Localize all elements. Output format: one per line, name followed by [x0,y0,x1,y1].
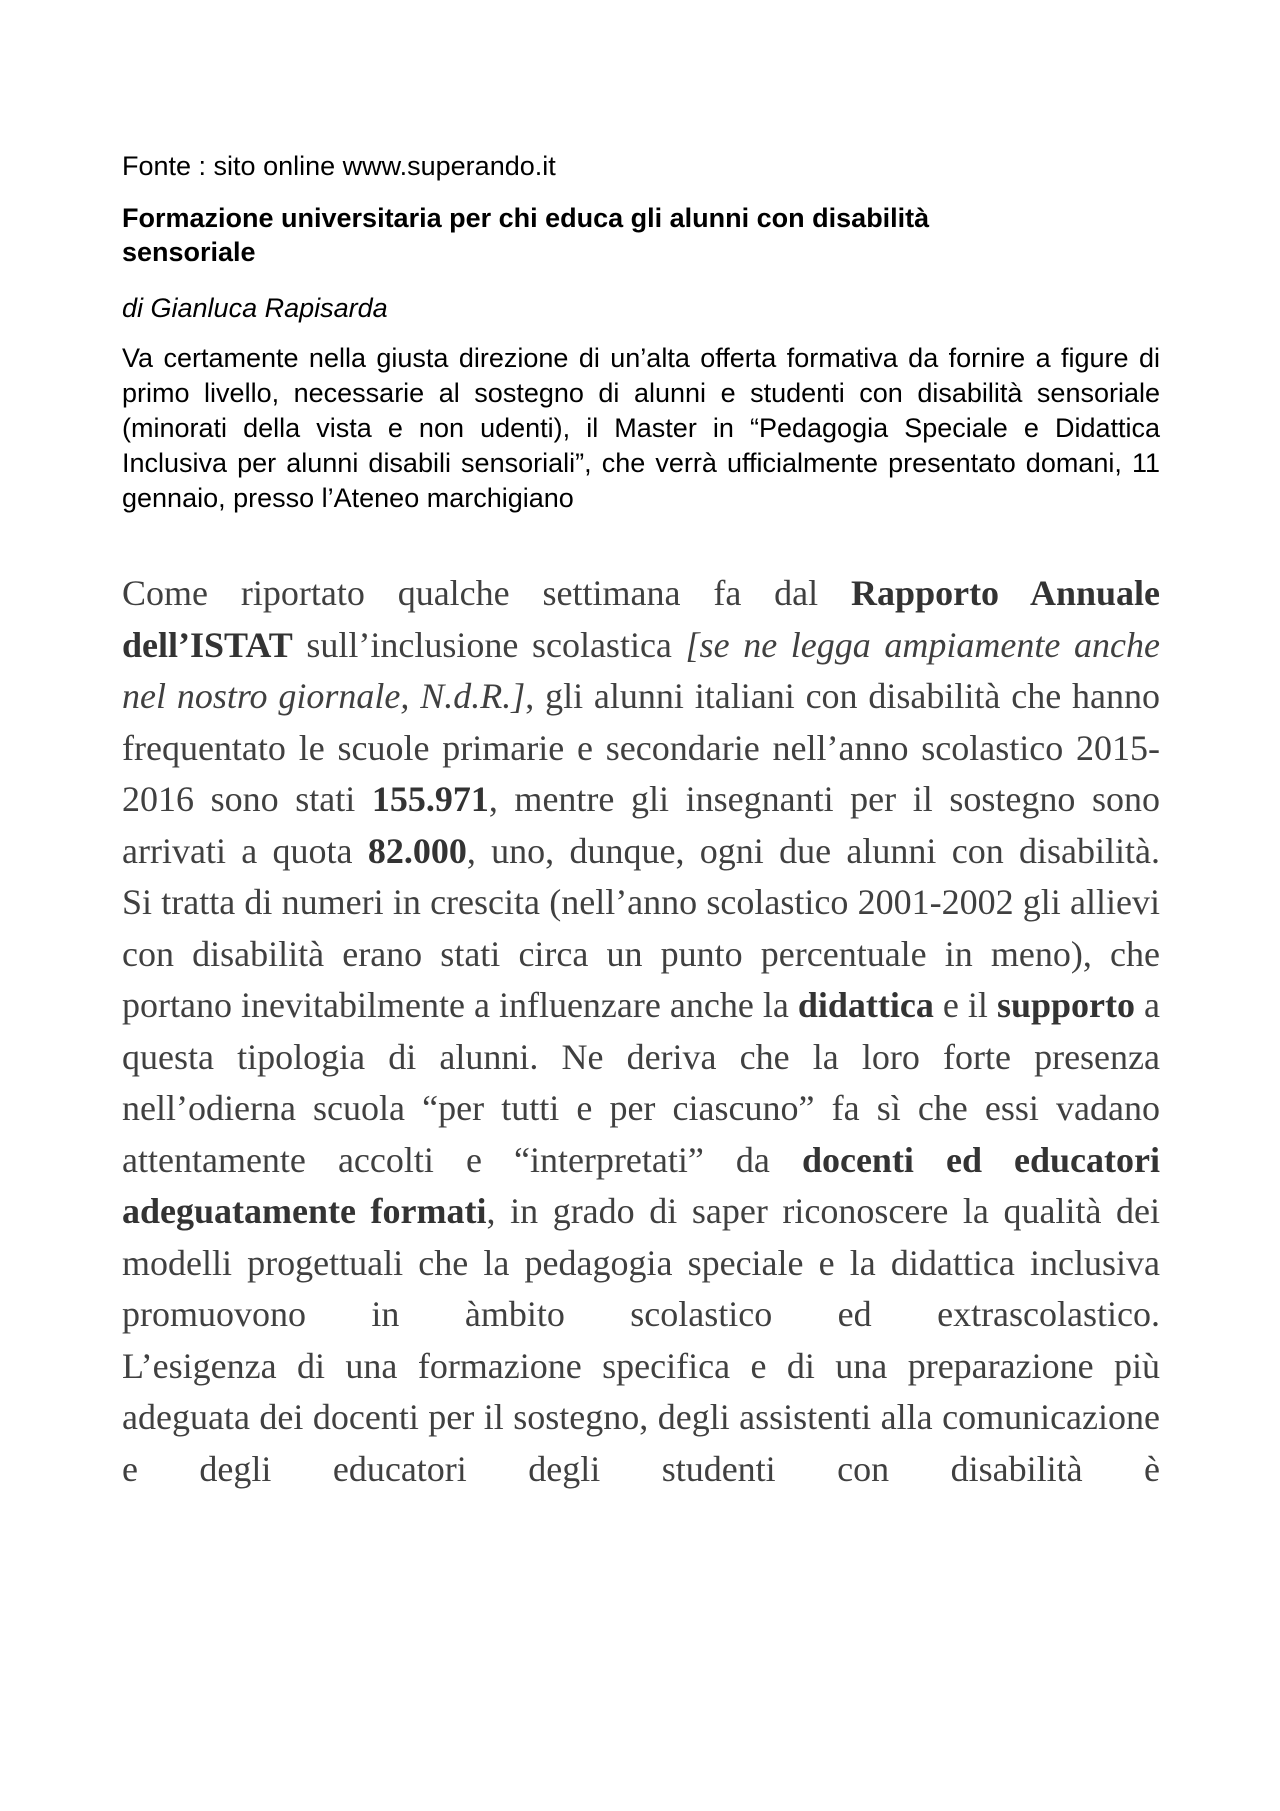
text-span: , uno, dunque, ogni due alunni con disabilità. [466,830,1160,871]
bold-span: Rapporto Annuale dell’ISTAT [122,573,1160,665]
text-span: , gli alunni italiani con disabilità che hanno frequentato le scuole primarie e secondarie nell’anno scolastico 2015-2016 sono stati [122,676,1161,819]
article-lead: Va certamente nella giusta direzione di un’alta offerta formativa da fornire a figure di primo livello, necessarie al sostegno di alunni e studenti con disabilità sensoriale (minorati della vista e non udenti), il Master in “Pedagogia Speciale e Didattica Inclusiva per alunni disabili sensoriali”, che verrà ufficialmente presentato domani, 11 gennaio, presso l’Ateneo marchigiano [122,343,1160,513]
italic-span: [se ne legga ampiamente anche nel nostro giornale, N.d.R.] [122,624,1160,716]
article-author: di Gianluca Rapisarda [122,293,388,323]
text-span: , mentre gli insegnanti per il sostegno sono arrivati a quota [122,779,1160,871]
article-body [122,568,1160,1495]
source-line: Fonte : sito online www.superando.it [122,151,556,181]
body-paragraph-3 [122,1341,1160,1496]
bold-span: 155.971 [371,779,489,819]
bold-span: didattica [797,985,934,1025]
text-span: a questa tipologia di alunni. Ne deriva che la loro forte presenza nell’odierna scuola “per tutti e per ciascuno” fa sì che essi vadano attentamente accolti e “interpretati” da [122,985,1161,1180]
document-page [122,148,1160,1495]
article-title [122,201,1160,269]
article-title-line-2: sensoriale [122,237,256,267]
text-span: , in grado di saper riconoscere la qualità dei modelli progettuali che la pedagogia speciale e la didattica inclusiva promuovono in àmbito scolastico ed extrascolastico. [122,1191,1160,1334]
text-span: e il [933,985,997,1025]
text-span: L’esigenza di una formazione specifica e di una preparazione più adeguata dei docenti per il sostegno, degli assistenti alla comunicazione e degli educatori degli studenti con disabilità è [122,1345,1160,1489]
text-span: Si tratta di numeri in crescita (nell’anno scolastico 2001-2002 gli allievi con disabilità erano stati circa un punto percentuale in meno), che portano inevitabilmente a influenzare anche la [122,882,1160,1025]
article-title-line-1: Formazione universitaria per chi educa gli alunni con disabilità [122,203,930,233]
text-span: sull’inclusione scolastica [292,624,686,665]
text-span: Come riportato qualche settimana fa dal [122,573,852,613]
bold-span: supporto [996,985,1135,1025]
body-paragraph-1 [122,568,1160,877]
body-paragraph-2 [122,877,1160,1341]
bold-span: 82.000 [367,830,467,871]
bold-span: docenti ed educatori adeguatamente formati [122,1139,1160,1231]
